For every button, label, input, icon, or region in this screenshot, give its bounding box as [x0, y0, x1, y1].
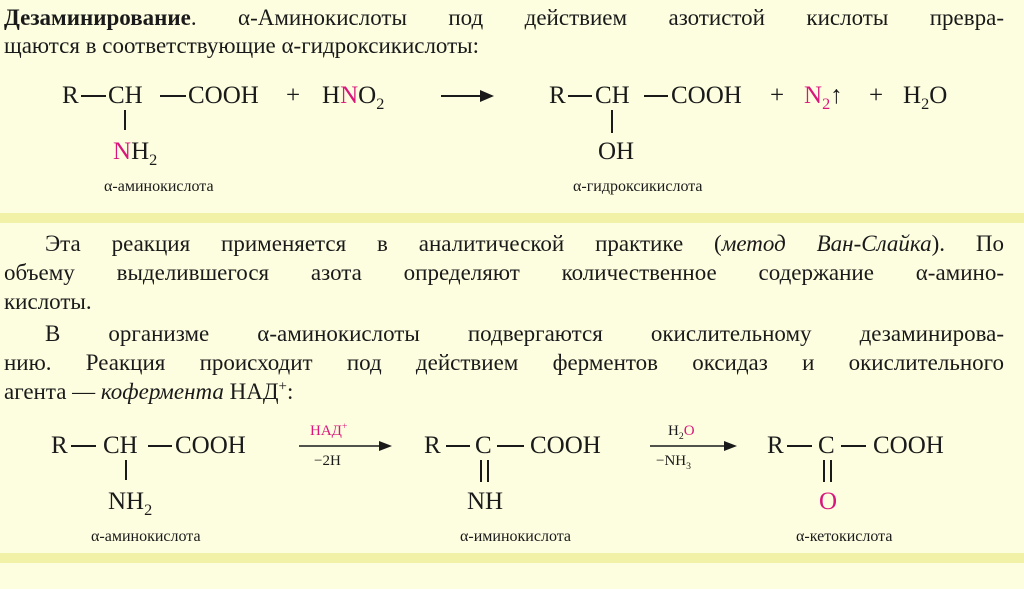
r2-arrow2-bottom: $-NH_3$: [656, 453, 691, 472]
r1-prod-oh: OH: [598, 138, 635, 165]
r2-s3-cooh: COOH: [873, 432, 944, 459]
r2-s2-r: R: [424, 432, 441, 459]
r1-plus-2: +: [770, 82, 785, 109]
r2-s1-cooh: COOH: [175, 432, 246, 459]
r2-arrow1-top: НАД+: [310, 421, 348, 439]
para1-line-1: Эта реакция применяется в аналитической практике (метод Ван-Слайка). По: [45, 231, 1004, 256]
arrow-right-icon: [299, 441, 392, 451]
r1-left-caption: α-аминокислота: [104, 178, 214, 195]
r2-s2-caption: α-иминокислота: [460, 528, 572, 545]
r1-left-amino: $NH_2$: [113, 138, 158, 169]
r2-arrow2-top: $H_2O$: [668, 423, 695, 442]
r2-s2-c: C: [475, 432, 492, 459]
para2-line-3: агента — кофермента НАД+:: [4, 378, 294, 404]
r1-plus-3: +: [869, 82, 884, 109]
arrow-right-icon: [650, 441, 737, 451]
r1-prod-cooh: COOH: [671, 82, 742, 109]
r1-reagent-hno2: $HNO_2$: [322, 82, 385, 113]
r1-left-ch: CH: [108, 82, 143, 109]
r2-s1-ch: CH: [103, 432, 138, 459]
r2-s1-r: R: [51, 432, 68, 459]
para2-line-1: В организме α-аминокислоты подвергаются окислительному дезаминирова-: [45, 321, 1004, 346]
r2-arrow1-bottom: −2H: [314, 453, 341, 469]
intro-line-1: Дезаминирование. α-Аминокислоты под действием азотистой кислоты превра-: [4, 5, 1004, 30]
r2-s3-r: R: [767, 432, 784, 459]
up-arrow-icon: ↑: [830, 82, 843, 109]
r2-s1-caption: α-аминокислота: [91, 528, 201, 545]
r1-left-r: R: [62, 82, 79, 109]
term-deamination: Дезаминирование: [4, 5, 191, 30]
r1-left-cooh: COOH: [188, 82, 259, 109]
r2-s1-nh2: $NH_2$: [108, 488, 153, 519]
r1-prod-ch: CH: [595, 82, 630, 109]
r1-plus-1: +: [286, 82, 301, 109]
intro-line-2: щаются в соответствующие α-гидроксикислоты:: [4, 33, 480, 58]
r1-gas-n2: $N_2↑$: [804, 82, 843, 113]
r2-s2-cooh: COOH: [530, 432, 601, 459]
para2-line-2: нию. Реакция происходит под действием ферментов оксидаз и окислительного: [4, 350, 1004, 375]
r1-water: $H_2O$: [903, 82, 948, 113]
r2-s2-nh: NH: [467, 488, 504, 515]
para1-line-2: объему выделившегося азота определяют количественное содержание α-амино-: [4, 260, 1004, 285]
r1-prod-caption: α-гидроксикислота: [573, 178, 703, 195]
para1-line-3: кислоты.: [4, 289, 92, 314]
r2-s3-o: O: [819, 488, 838, 515]
r1-prod-r: R: [549, 82, 566, 109]
r2-s3-c: C: [818, 432, 835, 459]
r2-s3-caption: α-кетокислота: [796, 528, 893, 545]
